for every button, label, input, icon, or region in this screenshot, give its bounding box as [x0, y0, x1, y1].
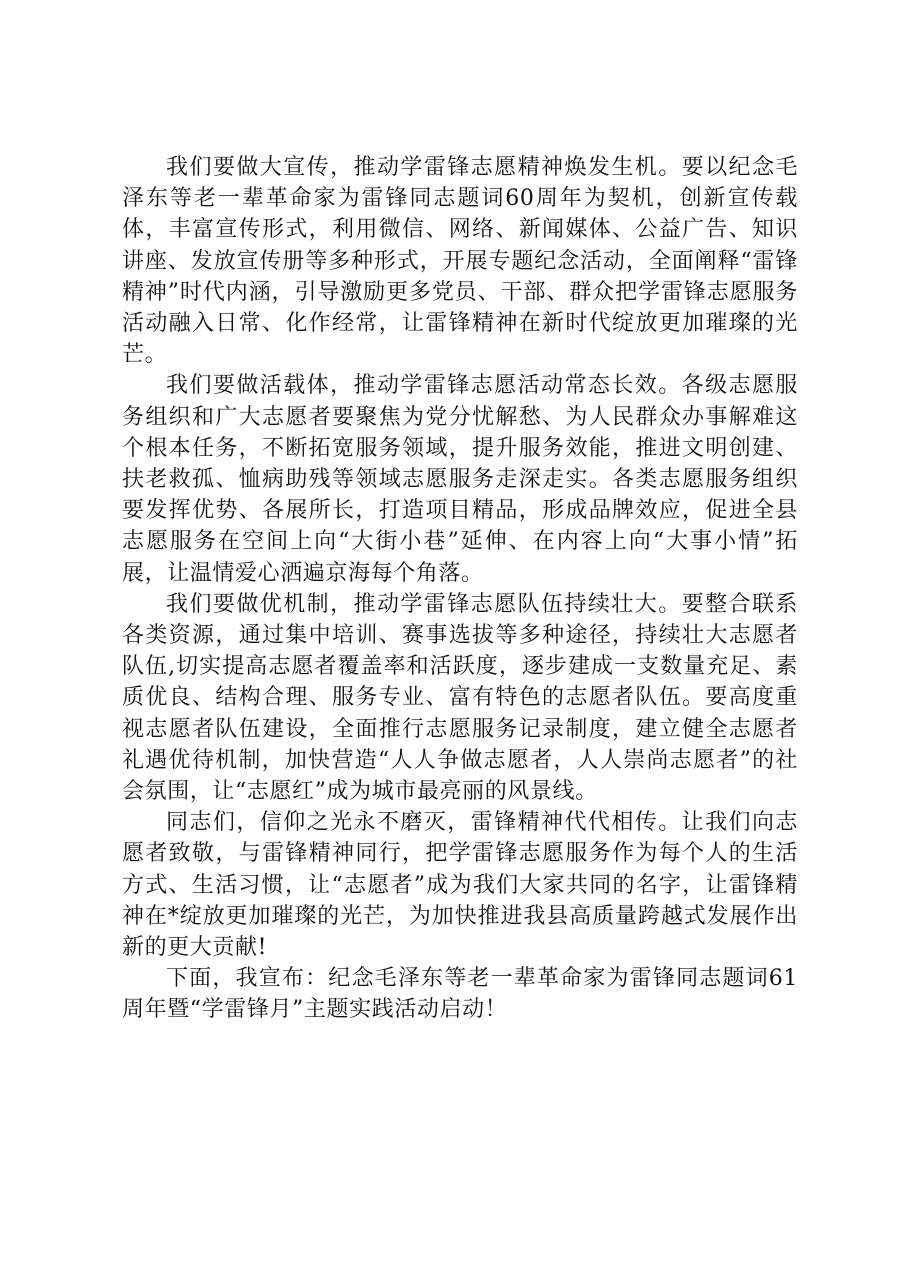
paragraph-propaganda: 我们要做大宣传，推动学雷锋志愿精神焕发生机。要以纪念毛泽东等老一辈革命家为雷锋同志题词60周年为契机，创新宣传载体，丰富宣传形式，利用微信、网络、新闻媒体、公益广告、知识讲座、发放宣传册等多种形式，开展专题纪念活动，全面阐释“雷锋精神”时代内涵，引导激励更多党员、干部、群众把学雷锋志愿服务活动融入日常、化作经常，让雷锋精神在新时代绽放更加璀璨的光芒。 [122, 155, 798, 368]
paragraph-announcement: 下面，我宣布：纪念毛泽东等老一辈革命家为雷锋同志题词61周年暨“学雷锋月”主题实践活动启动！ [122, 966, 798, 1023]
document-body [122, 152, 798, 1026]
paragraph-carrier: 我们要做活载体，推动学雷锋志愿活动常态长效。各级志愿服务组织和广大志愿者要聚焦为党分忧解愁、为人民群众办事解难这个根本任务，不断拓宽服务领域，提升服务效能，推进文明创建、扶老救孤、恤病助残等领域志愿服务走深走实。各类志愿服务组织要发挥优势、各展所长，打造项目精品，形成品牌效应，促进全县志愿服务在空间上向“大街小巷”延伸、在内容上向“大事小情”拓展，让温情爱心洒遍京海每个角落。 [122, 373, 798, 586]
paragraph-closing: 同志们，信仰之光永不磨灭，雷锋精神代代相传。让我们向志愿者致敬，与雷锋精神同行，把学雷锋志愿服务作为每个人的生活方式、生活习惯，让“志愿者”成为我们大家共同的名字，让雷锋精神在*绽放更加璀璨的光芒，为加快推进我县高质量跨越式发展作出新的更大贡献! [122, 810, 798, 961]
paragraph-mechanism: 我们要做优机制，推动学雷锋志愿队伍持续壮大。要整合联系各类资源，通过集中培训、赛事选拔等多种途径，持续壮大志愿者队伍,切实提高志愿者覆盖率和活跃度，逐步建成一支数量充足、素质优良、结构合理、服务专业、富有特色的志愿者队伍。要高度重视志愿者队伍建设，全面推行志愿服务记录制度，建立健全志愿者礼遇优待机制，加快营造“人人争做志愿者，人人崇尚志愿者”的社会氛围，让“志愿红”成为城市最亮丽的风景线。 [122, 591, 798, 805]
